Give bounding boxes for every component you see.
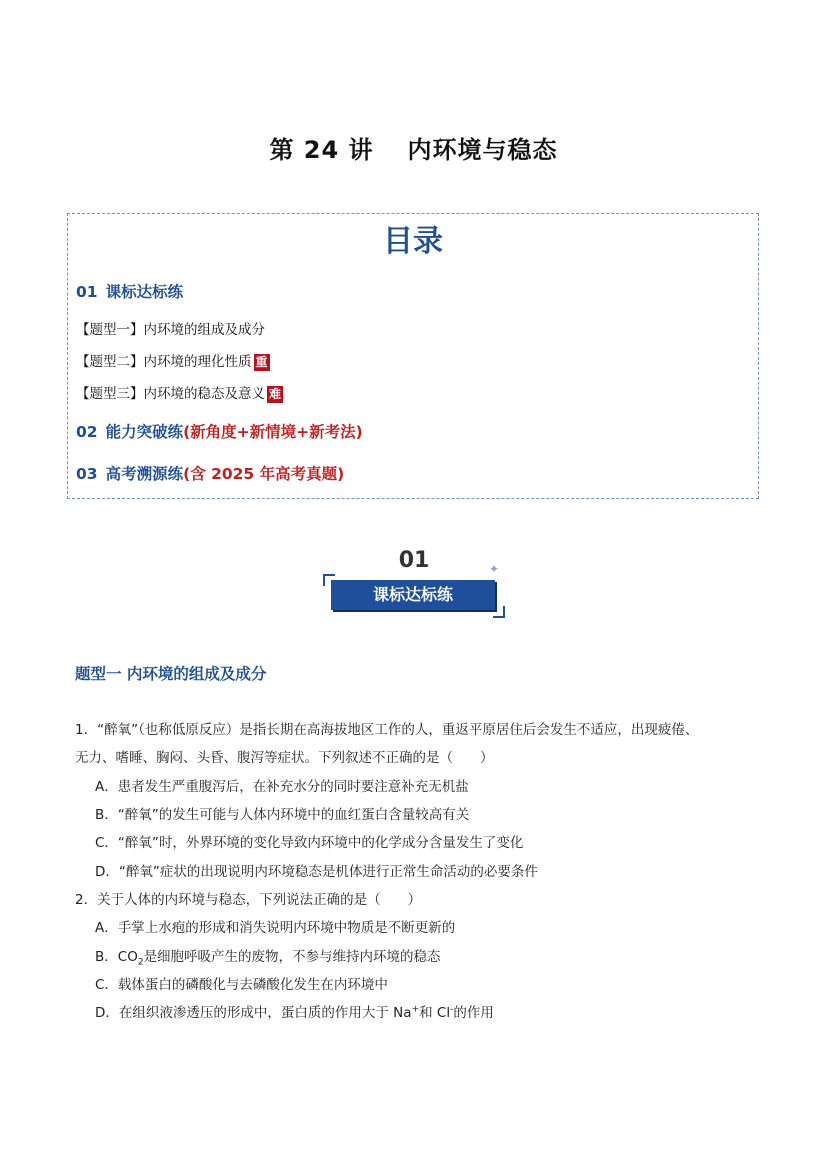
question-1-stem-line-2: 无力、嗜睡、胸闷、头昏、腹泻等症状。下列叙述不正确的是（ ） — [75, 750, 494, 766]
question-2-option-c[interactable]: C．载体蛋白的磷酸化与去磷酸化发生在内环境中 — [95, 977, 388, 993]
toc-type-1[interactable] — [76, 318, 265, 338]
question-2-option-d-mid: 和 Cl — [419, 1005, 451, 1021]
question-2-option-b[interactable] — [95, 945, 441, 968]
toc-heading: 目录 — [383, 224, 443, 259]
toc-section-2-extra: (新角度+新情境+新考法) — [183, 423, 363, 441]
section-badge-number: 01 — [398, 548, 430, 573]
toc-section-3[interactable] — [76, 462, 344, 484]
question-type-heading: 题型一 内环境的组成及成分 — [75, 665, 267, 683]
question-1-option-d[interactable]: D．“醉氧”症状的出现说明内环境稳态是机体进行正常生命活动的必要条件 — [95, 864, 538, 880]
toc-section-1-name: 课标达标练 — [105, 283, 184, 301]
question-2-option-a[interactable]: A．手掌上水疱的形成和消失说明内环境中物质是不断更新的 — [95, 920, 456, 936]
toc-type-1-label: 【题型一】内环境的组成及成分 — [76, 322, 265, 338]
lecture-topic: 内环境与稳态 — [407, 136, 558, 164]
sparkle-icon: ✦ — [488, 562, 499, 576]
toc-type-3[interactable] — [76, 382, 283, 403]
question-1-stem-line-1: 1．“醉氧”（也称低原反应）是指长期在高海拔地区工作的人，重返平原居住后会发生不适应，出现疲倦、 — [75, 722, 699, 738]
toc-section-1[interactable] — [76, 280, 183, 302]
toc-section-1-num: 01 — [76, 283, 98, 301]
question-2-option-d-rest: 的作用 — [453, 1005, 494, 1021]
question-2-option-b-start: B．CO — [95, 949, 138, 965]
toc-section-3-name: 高考溯源练 — [105, 465, 184, 483]
chloride-charge: - — [450, 1004, 454, 1015]
question-2-stem: 2．关于人体的内环境与稳态，下列说法正确的是（ ） — [75, 892, 422, 908]
lecture-number: 第 24 讲 — [269, 136, 374, 164]
difficulty-tag-hard: 难 — [269, 387, 282, 401]
toc-section-2[interactable] — [76, 420, 363, 442]
table-of-contents — [67, 213, 759, 499]
toc-type-2[interactable] — [76, 350, 270, 371]
sodium-charge: + — [411, 1004, 420, 1015]
toc-section-2-name: 能力突破练 — [105, 423, 184, 441]
toc-section-2-num: 02 — [76, 423, 98, 441]
co2-subscript: 2 — [137, 957, 144, 968]
question-1-option-a[interactable]: A．患者发生严重腹泻后，在补充水分的同时要注意补充无机盐 — [95, 779, 469, 795]
question-2-option-d-start: D．在组织液渗透压的形成中，蛋白质的作用大于 Na — [95, 1005, 412, 1021]
toc-section-3-extra: (含 2025 年高考真题) — [183, 465, 345, 483]
page-title — [0, 130, 827, 165]
toc-type-3-label: 【题型三】内环境的稳态及意义 — [76, 386, 265, 402]
question-2-option-d[interactable] — [95, 1001, 494, 1021]
question-1-option-c[interactable]: C．“醉氧”时，外界环境的变化导致内环境中的化学成分含量发生了变化 — [95, 835, 524, 851]
question-1-option-b[interactable]: B．“醉氧”的发生可能与人体内环境中的血红蛋白含量较高有关 — [95, 807, 470, 823]
section-badge — [323, 548, 505, 620]
toc-section-3-num: 03 — [76, 465, 98, 483]
toc-type-2-label: 【题型二】内环境的理化性质 — [76, 354, 252, 370]
difficulty-tag-important: 重 — [255, 355, 268, 369]
section-badge-label: 课标达标练 — [331, 580, 495, 610]
question-2-option-b-rest: 是细胞呼吸产生的废物，不参与维持内环境的稳态 — [143, 949, 441, 965]
